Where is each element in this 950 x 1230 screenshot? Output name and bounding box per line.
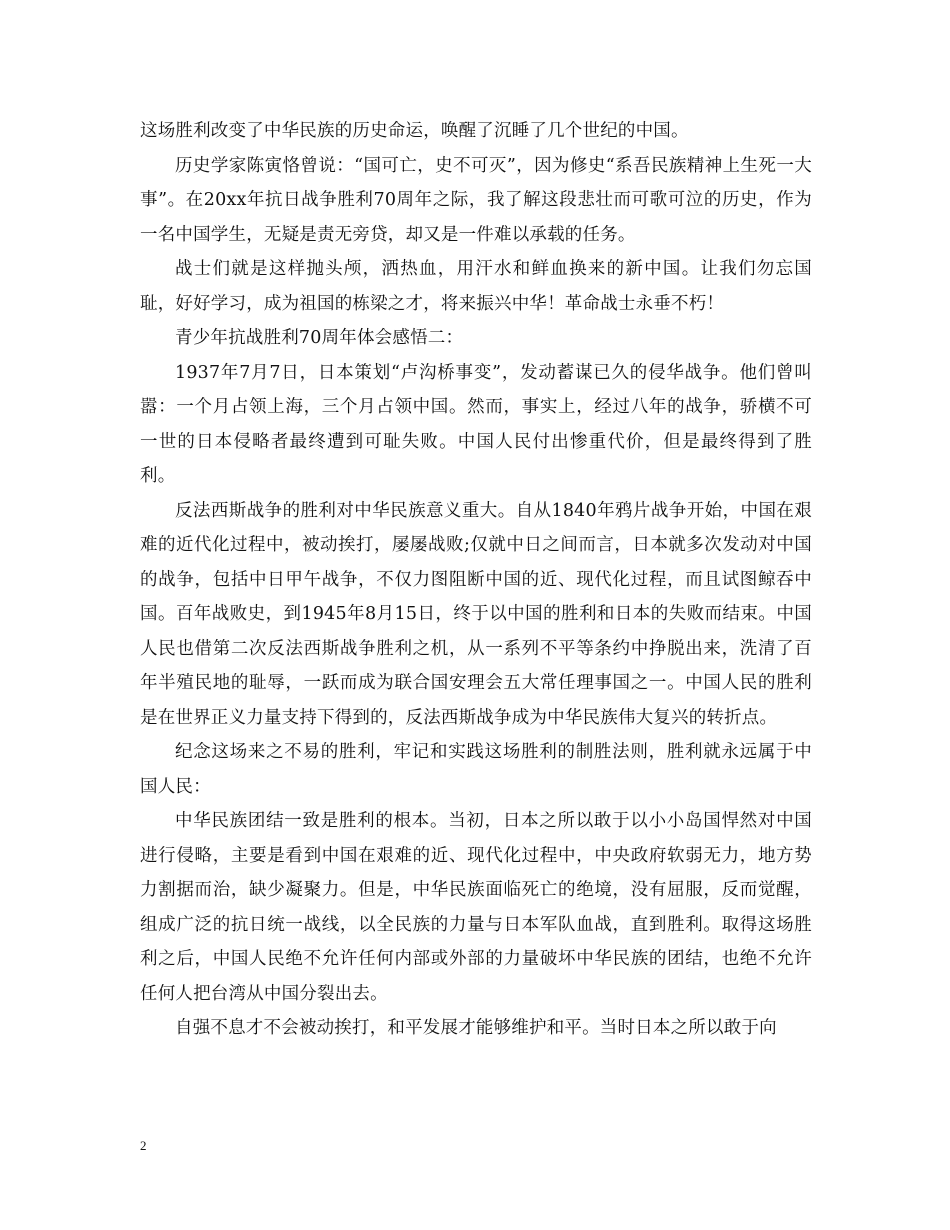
page-number: 2 bbox=[140, 1138, 147, 1153]
paragraph-5: 1937年7月7日，日本策划“卢沟桥事变”，发动蓄谋已久的侵华战争。他们曾叫嚣：一个月占领上海，三个月占领中国。然而，事实上，经过八年的战争，骄横不可一世的日本侵略者最终遭到可耻失败。中国人民付出惨重代价，但是最终得到了胜利。 bbox=[140, 362, 812, 486]
document-body bbox=[140, 114, 812, 1046]
paragraph-8: 中华民族团结一致是胜利的根本。当初，日本之所以敢于以小小岛国悍然对中国进行侵略，主要是看到中国在艰难的近、现代化过程中，中央政府软弱无力，地方势力割据而治，缺少凝聚力。但是，中华民族面临死亡的绝境，没有屈服，反而觉醒，组成广泛的抗日统一战线，以全民族的力量与日本军队血战，直到胜利。取得这场胜利之后，中国人民绝不允许任何内部或外部的力量破坏中华民族的团结，也绝不允许任何人把台湾从中国分裂出去。 bbox=[140, 811, 812, 1004]
paragraph-1: 这场胜利改变了中华民族的历史命运，唤醒了沉睡了几个世纪的中国。 bbox=[140, 121, 689, 141]
paragraph-3: 战士们就是这样抛头颅，洒热血，用汗水和鲜血换来的新中国。让我们勿忘国耻，好好学习，成为祖国的栋梁之才，将来振兴中华！革命战士永垂不朽！ bbox=[140, 259, 812, 314]
paragraph-9: 自强不息才不会被动挨打，和平发展才能够维护和平。当时日本之所以敢于向 bbox=[175, 1018, 777, 1038]
section-heading: 青少年抗战胜利70周年体会感悟二： bbox=[175, 328, 464, 348]
paragraph-6: 反法西斯战争的胜利对中华民族意义重大。自从1840年鸦片战争开始，中国在艰难的近代化过程中，被动挨打，屡屡战败;仅就中日之间而言，日本就多次发动对中国的战争，包括中日甲午战争，不仅力图阻断中国的近、现代化过程，而且试图鲸吞中国。百年战败史，到1945年8月15日，终于以中国的胜利和日本的失败而结束。中国人民也借第二次反法西斯战争胜利之机，从一系列不平等条约中挣脱出来，洗清了百年半殖民地的耻辱，一跃而成为联合国安理会五大常任理事国之一。中国人民的胜利是在世界正义力量支持下得到的，反法西斯战争成为中华民族伟大复兴的转折点。 bbox=[140, 500, 812, 728]
paragraph-2: 历史学家陈寅恪曾说：“国可亡，史不可灭”，因为修史“系吾民族精神上生死一大事”。在20xx年抗日战争胜利70周年之际，我了解这段悲壮而可歌可泣的历史，作为一名中国学生，无疑是责无旁贷，却又是一件难以承载的任务。 bbox=[140, 155, 812, 245]
paragraph-7: 纪念这场来之不易的胜利，牢记和实践这场胜利的制胜法则，胜利就永远属于中国人民： bbox=[140, 742, 812, 797]
